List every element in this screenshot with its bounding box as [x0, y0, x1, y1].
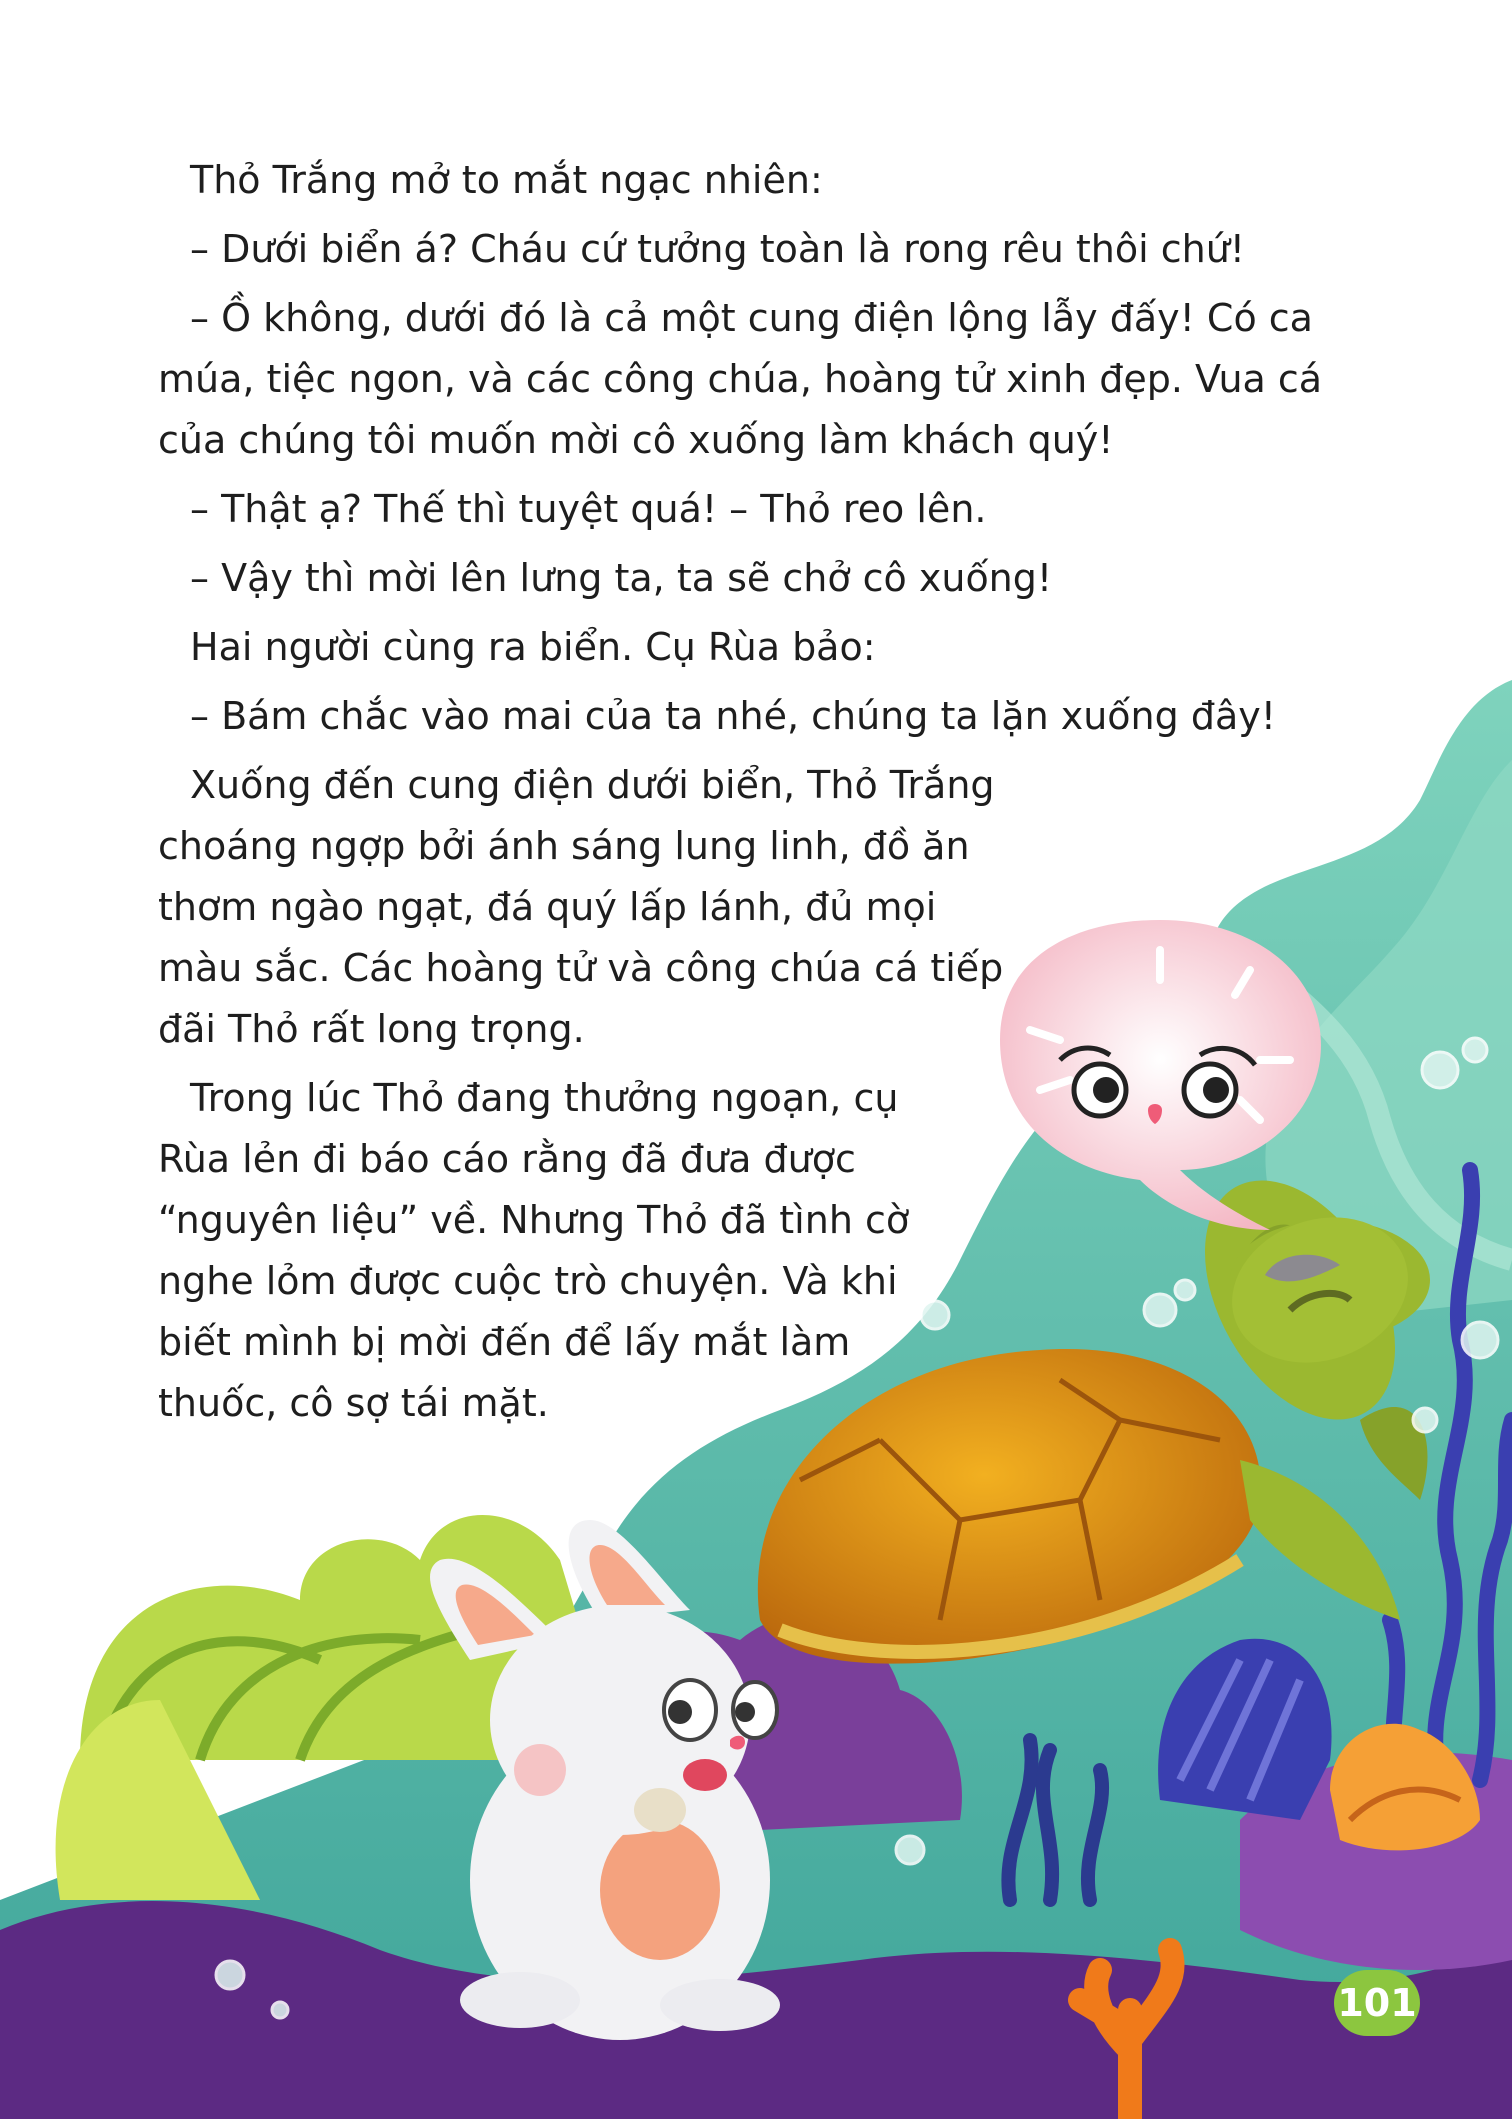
page-number: 101 [1334, 1970, 1420, 2036]
story-paragraph: – Ồ không, dưới đó là cả một cung điện lộng lẫy đấy! Có ca múa, tiệc ngon, và các công chúa, hoàng tử xinh đẹp. Vua cá của chúng tôi muốn mời cô xuống làm khách quý! [158, 296, 1323, 462]
story-paragraph: Xuống đến cung điện dưới biển, Thỏ Trắng choáng ngợp bởi ánh sáng lung linh, đồ ăn thơm ngào ngạt, đá quý lấp lánh, đủ mọi màu sắc. Các hoàng tử và công chúa cá tiếp đãi Thỏ rất long trọng. [158, 763, 1004, 1051]
story-paragraph: Thỏ Trắng mở to mắt ngạc nhiên: [190, 158, 823, 202]
story-paragraph: Hai người cùng ra biển. Cụ Rùa bảo: [190, 625, 876, 669]
story-paragraph: – Bám chắc vào mai của ta nhé, chúng ta lặn xuống đây! [190, 694, 1276, 738]
story-paragraph: Trong lúc Thỏ đang thưởng ngoạn, cụ Rùa lẻn đi báo cáo rằng đã đưa được “nguyên liệu” về. Nhưng Thỏ đã tình cờ nghe lỏm được cuộc trò chuyện. Và khi biết mình bị mời đến để lấy mắt làm thuốc, cô sợ tái mặt. [158, 1076, 910, 1425]
story-paragraph: – Thật ạ? Thế thì tuyệt quá! – Thỏ reo lên. [190, 487, 987, 531]
story-paragraph: – Dưới biển á? Cháu cứ tưởng toàn là rong rêu thôi chứ! [190, 227, 1246, 271]
story-text [158, 150, 1358, 1442]
story-paragraph: – Vậy thì mời lên lưng ta, ta sẽ chở cô xuống! [190, 556, 1053, 600]
